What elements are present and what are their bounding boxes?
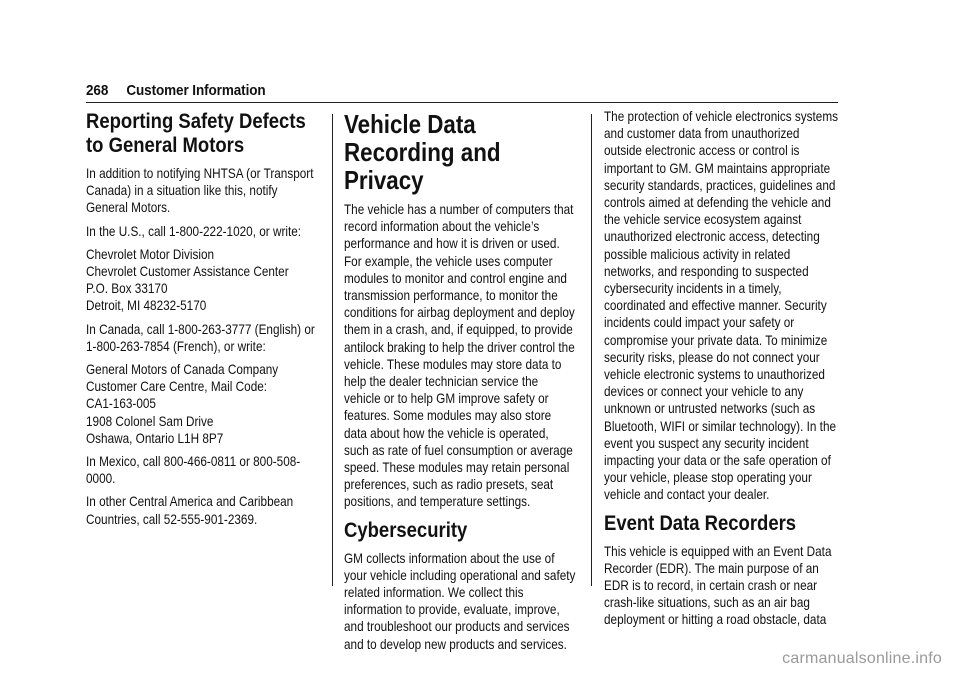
column-left xyxy=(86,110,318,534)
heading-safety-defects: Reporting Safety Defects to General Motors xyxy=(86,110,306,157)
caribbean-call-paragraph: In other Central America and Caribbean Countries, call 52-555-901-2369. xyxy=(86,493,294,527)
edr-paragraph: This vehicle is equipped with an Event Data Recorder (EDR). The main purpose of an EDR is to record, in certain crash or near crash-like situations, such as an air bag deployment or hitting a road obstacle, data xyxy=(604,542,832,628)
watermark: carmanualsonline.info xyxy=(782,650,942,667)
canada-call-paragraph: In Canada, call 1-800-263-3777 (English) or 1-800-263-7854 (French), or write: xyxy=(86,320,315,354)
security-paragraph: The protection of vehicle electronics systems and customer data from unauthorized outside electronic access or control is important to GM. GM maintains appropriate security standards, practices, guidelines and controls aimed at defending the vehicle and the vehicle service ecosystem against unauthorized electronic access, detecting possible malicious activity in related networks, and responding to suspected cybersecurity incidents in a timely, coordinated and effective manner. Security incidents could impact your safety or compromise your private data. To minimize security risks, please do not connect your vehicle electronic systems to unauthorized devices or connect your vehicle to any unknown or untrusted networks (such as Bluetooth, WIFI or similar technology). In the event you suspect any security incident impacting your data or the safe operation of your vehicle, please stop operating your vehicle and contact your dealer. xyxy=(604,108,839,503)
mexico-call-paragraph: In Mexico, call 800-466-0811 or 800-508-0000. xyxy=(86,453,301,487)
page-header xyxy=(86,82,266,99)
heading-vehicle-data-privacy: Vehicle Data Recording and Privacy xyxy=(344,109,501,195)
heading-event-data-recorders: Event Data Recorders xyxy=(604,511,797,535)
column-divider-2 xyxy=(591,114,592,586)
notify-paragraph: In addition to notifying NHTSA (or Transport Canada) in a situation like this, notify General Motors. xyxy=(86,165,314,216)
gm-collects-paragraph: GM collects information about the use of your vehicle including operational and safety related information. We collect this information to provide, evaluate, improve, and troubleshoot our products and services and to develop new products and services. xyxy=(344,549,576,652)
canada-address: General Motors of Canada Company Customer Care Centre, Mail Code: CA1-163-005 1908 Colonel Sam Drive Oshawa, Ontario L1H 8P7 xyxy=(86,361,279,446)
us-call-paragraph: In the U.S., call 1-800-222-1020, or write: xyxy=(86,222,302,239)
section-title: Customer Information xyxy=(126,82,266,99)
header-rule xyxy=(86,102,838,103)
heading-cybersecurity: Cybersecurity xyxy=(344,518,468,542)
column-divider-1 xyxy=(332,114,333,586)
column-right xyxy=(604,108,840,635)
page-number: 268 xyxy=(86,82,109,99)
vehicle-computers-paragraph: The vehicle has a number of computers that record information about the vehicle’s performance and how it is driven or used. For example, the vehicle uses computer modules to monitor and control engine and transmission performance, to monitor the conditions for airbag deployment and deploy them in a crash, and, if equipped, to provide antilock braking to help the driver control the vehicle. These modules may store data to help the dealer technician service the vehicle or to help GM improve safety or features. Some modules may also store data about how the vehicle is operated, such as rate of fuel consumption or average speed. These modules may retain personal preferences, such as radio presets, seat positions, and temperature settings. xyxy=(344,201,575,510)
column-middle xyxy=(344,110,576,659)
us-address: Chevrolet Motor Division Chevrolet Customer Assistance Center P.O. Box 33170 Detroit, MI 48232-5170 xyxy=(86,245,289,314)
